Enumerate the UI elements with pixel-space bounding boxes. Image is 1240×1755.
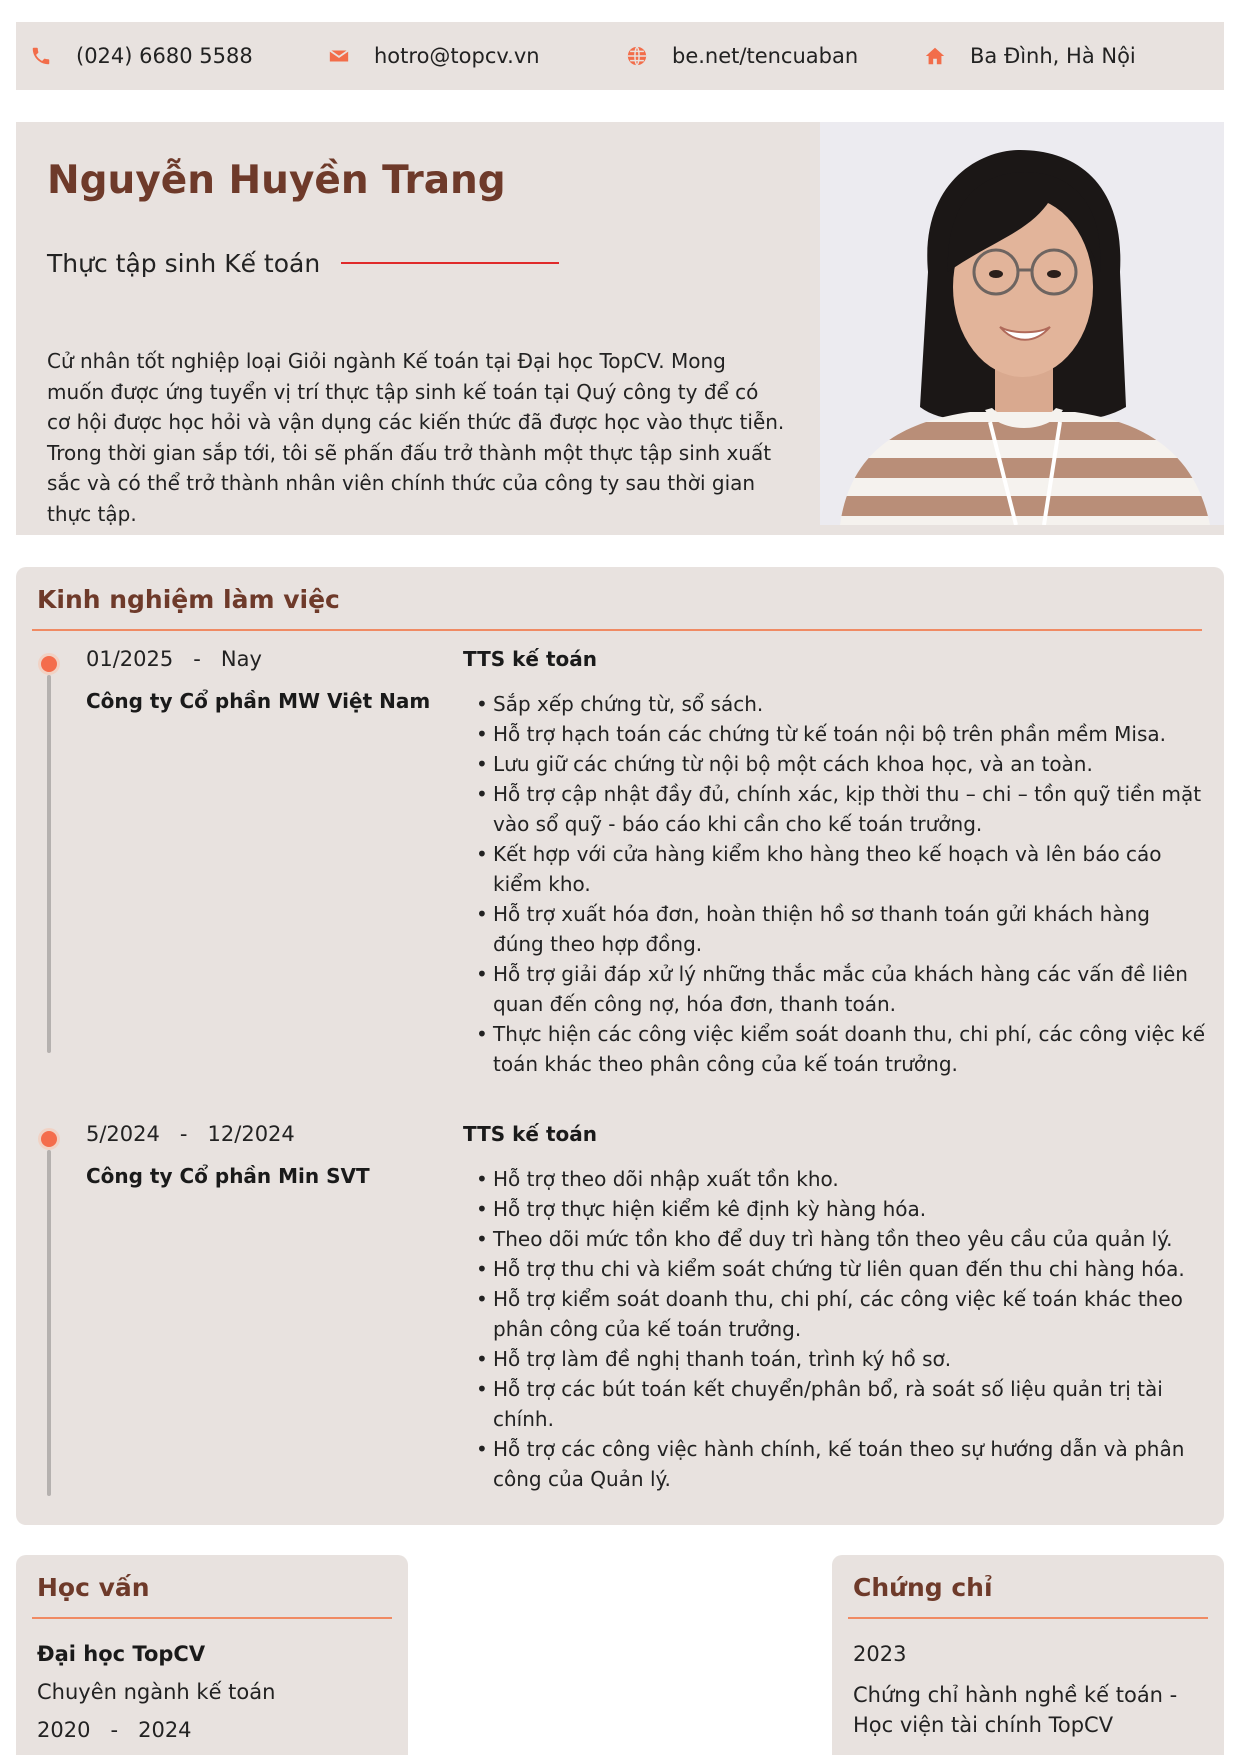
job-role: TTS kế toán (463, 647, 597, 671)
title-underline (341, 262, 559, 264)
candidate-title: Thực tập sinh Kế toán (47, 249, 321, 278)
major: Chuyên ngành kế toán (37, 1680, 276, 1704)
phone-icon (30, 45, 52, 67)
timeline-dot (38, 1128, 60, 1150)
home-icon (924, 45, 946, 67)
job-company: Công ty Cổ phần MW Việt Nam (86, 689, 431, 713)
address-text: Ba Đình, Hà Nội (970, 44, 1136, 68)
job-role: TTS kế toán (463, 1122, 597, 1146)
contact-address (924, 22, 1136, 90)
timeline-line (47, 1150, 51, 1496)
list-item: • Hỗ trợ các bút toán kết chuyển/phân bổ, rà soát số liệu quản trị tài chính. (476, 1374, 1206, 1434)
list-item: • Hỗ trợ thực hiện kiểm kê định kỳ hàng hóa. (476, 1194, 1206, 1224)
list-item: • Lưu giữ các chứng từ nội bộ một cách khoa học, và an toàn. (476, 749, 1206, 779)
certificates-heading: Chứng chỉ (853, 1573, 993, 1602)
job-company: Công ty Cổ phần Min SVT (86, 1164, 370, 1188)
job-date-range: 5/2024 - 12/2024 (86, 1122, 295, 1146)
list-item: • Theo dõi mức tồn kho để duy trì hàng tồn theo yêu cầu của quản lý. (476, 1224, 1206, 1254)
job-date-range: 01/2025 - Nay (86, 647, 262, 671)
experience-section (16, 567, 1224, 1525)
education-section (16, 1555, 408, 1755)
list-item: • Hỗ trợ kiểm soát doanh thu, chi phí, các công việc kế toán khác theo phân công của kế toán trưởng. (476, 1284, 1206, 1344)
education-divider (32, 1617, 392, 1619)
list-item: • Hỗ trợ theo dõi nhập xuất tồn kho. (476, 1164, 1206, 1194)
avatar (820, 122, 1224, 525)
list-item: • Hỗ trợ xuất hóa đơn, hoàn thiện hồ sơ thanh toán gửi khách hàng đúng theo hợp đồng. (476, 899, 1206, 959)
list-item: • Hỗ trợ giải đáp xử lý những thắc mắc của khách hàng các vấn đề liên quan đến công nợ, hóa đơn, thanh toán. (476, 959, 1206, 1019)
profile-header (16, 122, 1224, 535)
timeline-dot (38, 653, 60, 675)
experience-divider (32, 629, 1202, 631)
candidate-name: Nguyễn Huyền Trang (47, 158, 506, 203)
contact-phone[interactable] (30, 22, 253, 90)
list-item: • Hỗ trợ các công việc hành chính, kế toán theo sự hướng dẫn và phân công của Quản lý. (476, 1434, 1206, 1494)
certificate-name: Chứng chỉ hành nghề kế toán - Học viện tài chính TopCV (853, 1683, 1178, 1737)
certificates-section (832, 1555, 1224, 1755)
experience-heading: Kinh nghiệm làm việc (37, 585, 340, 614)
education-years: 2020 - 2024 (37, 1718, 192, 1742)
contact-email[interactable] (328, 22, 540, 90)
certificate-year: 2023 (853, 1642, 907, 1666)
list-item: • Hỗ trợ thu chi và kiểm soát chứng từ liên quan đến thu chi hàng hóa. (476, 1254, 1206, 1284)
education-heading: Học vấn (37, 1573, 150, 1602)
contact-website[interactable] (626, 22, 858, 90)
email-text: hotro@topcv.vn (374, 44, 540, 68)
list-item: • Hỗ trợ hạch toán các chứng từ kế toán nội bộ trên phần mềm Misa. (476, 719, 1206, 749)
globe-icon (626, 45, 648, 67)
website-text: be.net/tencuaban (672, 44, 859, 68)
job-task-list (476, 689, 1206, 1079)
certificates-divider (848, 1617, 1208, 1619)
list-item: • Kết hợp với cửa hàng kiểm kho hàng theo kế hoạch và lên báo cáo kiểm kho. (476, 839, 1206, 899)
job-task-list (476, 1164, 1206, 1494)
email-icon (328, 45, 350, 67)
timeline-line (47, 675, 51, 1053)
phone-text: (024) 6680 5588 (76, 44, 253, 68)
list-item: • Hỗ trợ làm đề nghị thanh toán, trình ký hồ sơ. (476, 1344, 1206, 1374)
contact-bar (16, 22, 1224, 90)
list-item: • Hỗ trợ cập nhật đầy đủ, chính xác, kịp thời thu – chi – tồn quỹ tiền mặt vào sổ quỹ - báo cáo khi cần cho kế toán trưởng. (476, 779, 1206, 839)
list-item: • Sắp xếp chứng từ, sổ sách. (476, 689, 1206, 719)
school-name: Đại học TopCV (37, 1642, 206, 1666)
list-item: • Thực hiện các công việc kiểm soát doanh thu, chi phí, các công việc kế toán khác theo phân công của kế toán trưởng. (476, 1019, 1206, 1079)
career-summary: Cử nhân tốt nghiệp loại Giỏi ngành Kế toán tại Đại học TopCV. Mong muốn được ứng tuyển vị trí thực tập sinh kế toán tại Quý công ty để có cơ hội được học hỏi và vận dụng các kiến thức đã được học vào thực tiễn. Trong thời gian sắp tới, tôi sẽ phấn đấu trở thành một thực tập sinh xuất sắc và có thể trở thành nhân viên chính thức của công ty sau thời gian thực tập. (47, 349, 785, 526)
